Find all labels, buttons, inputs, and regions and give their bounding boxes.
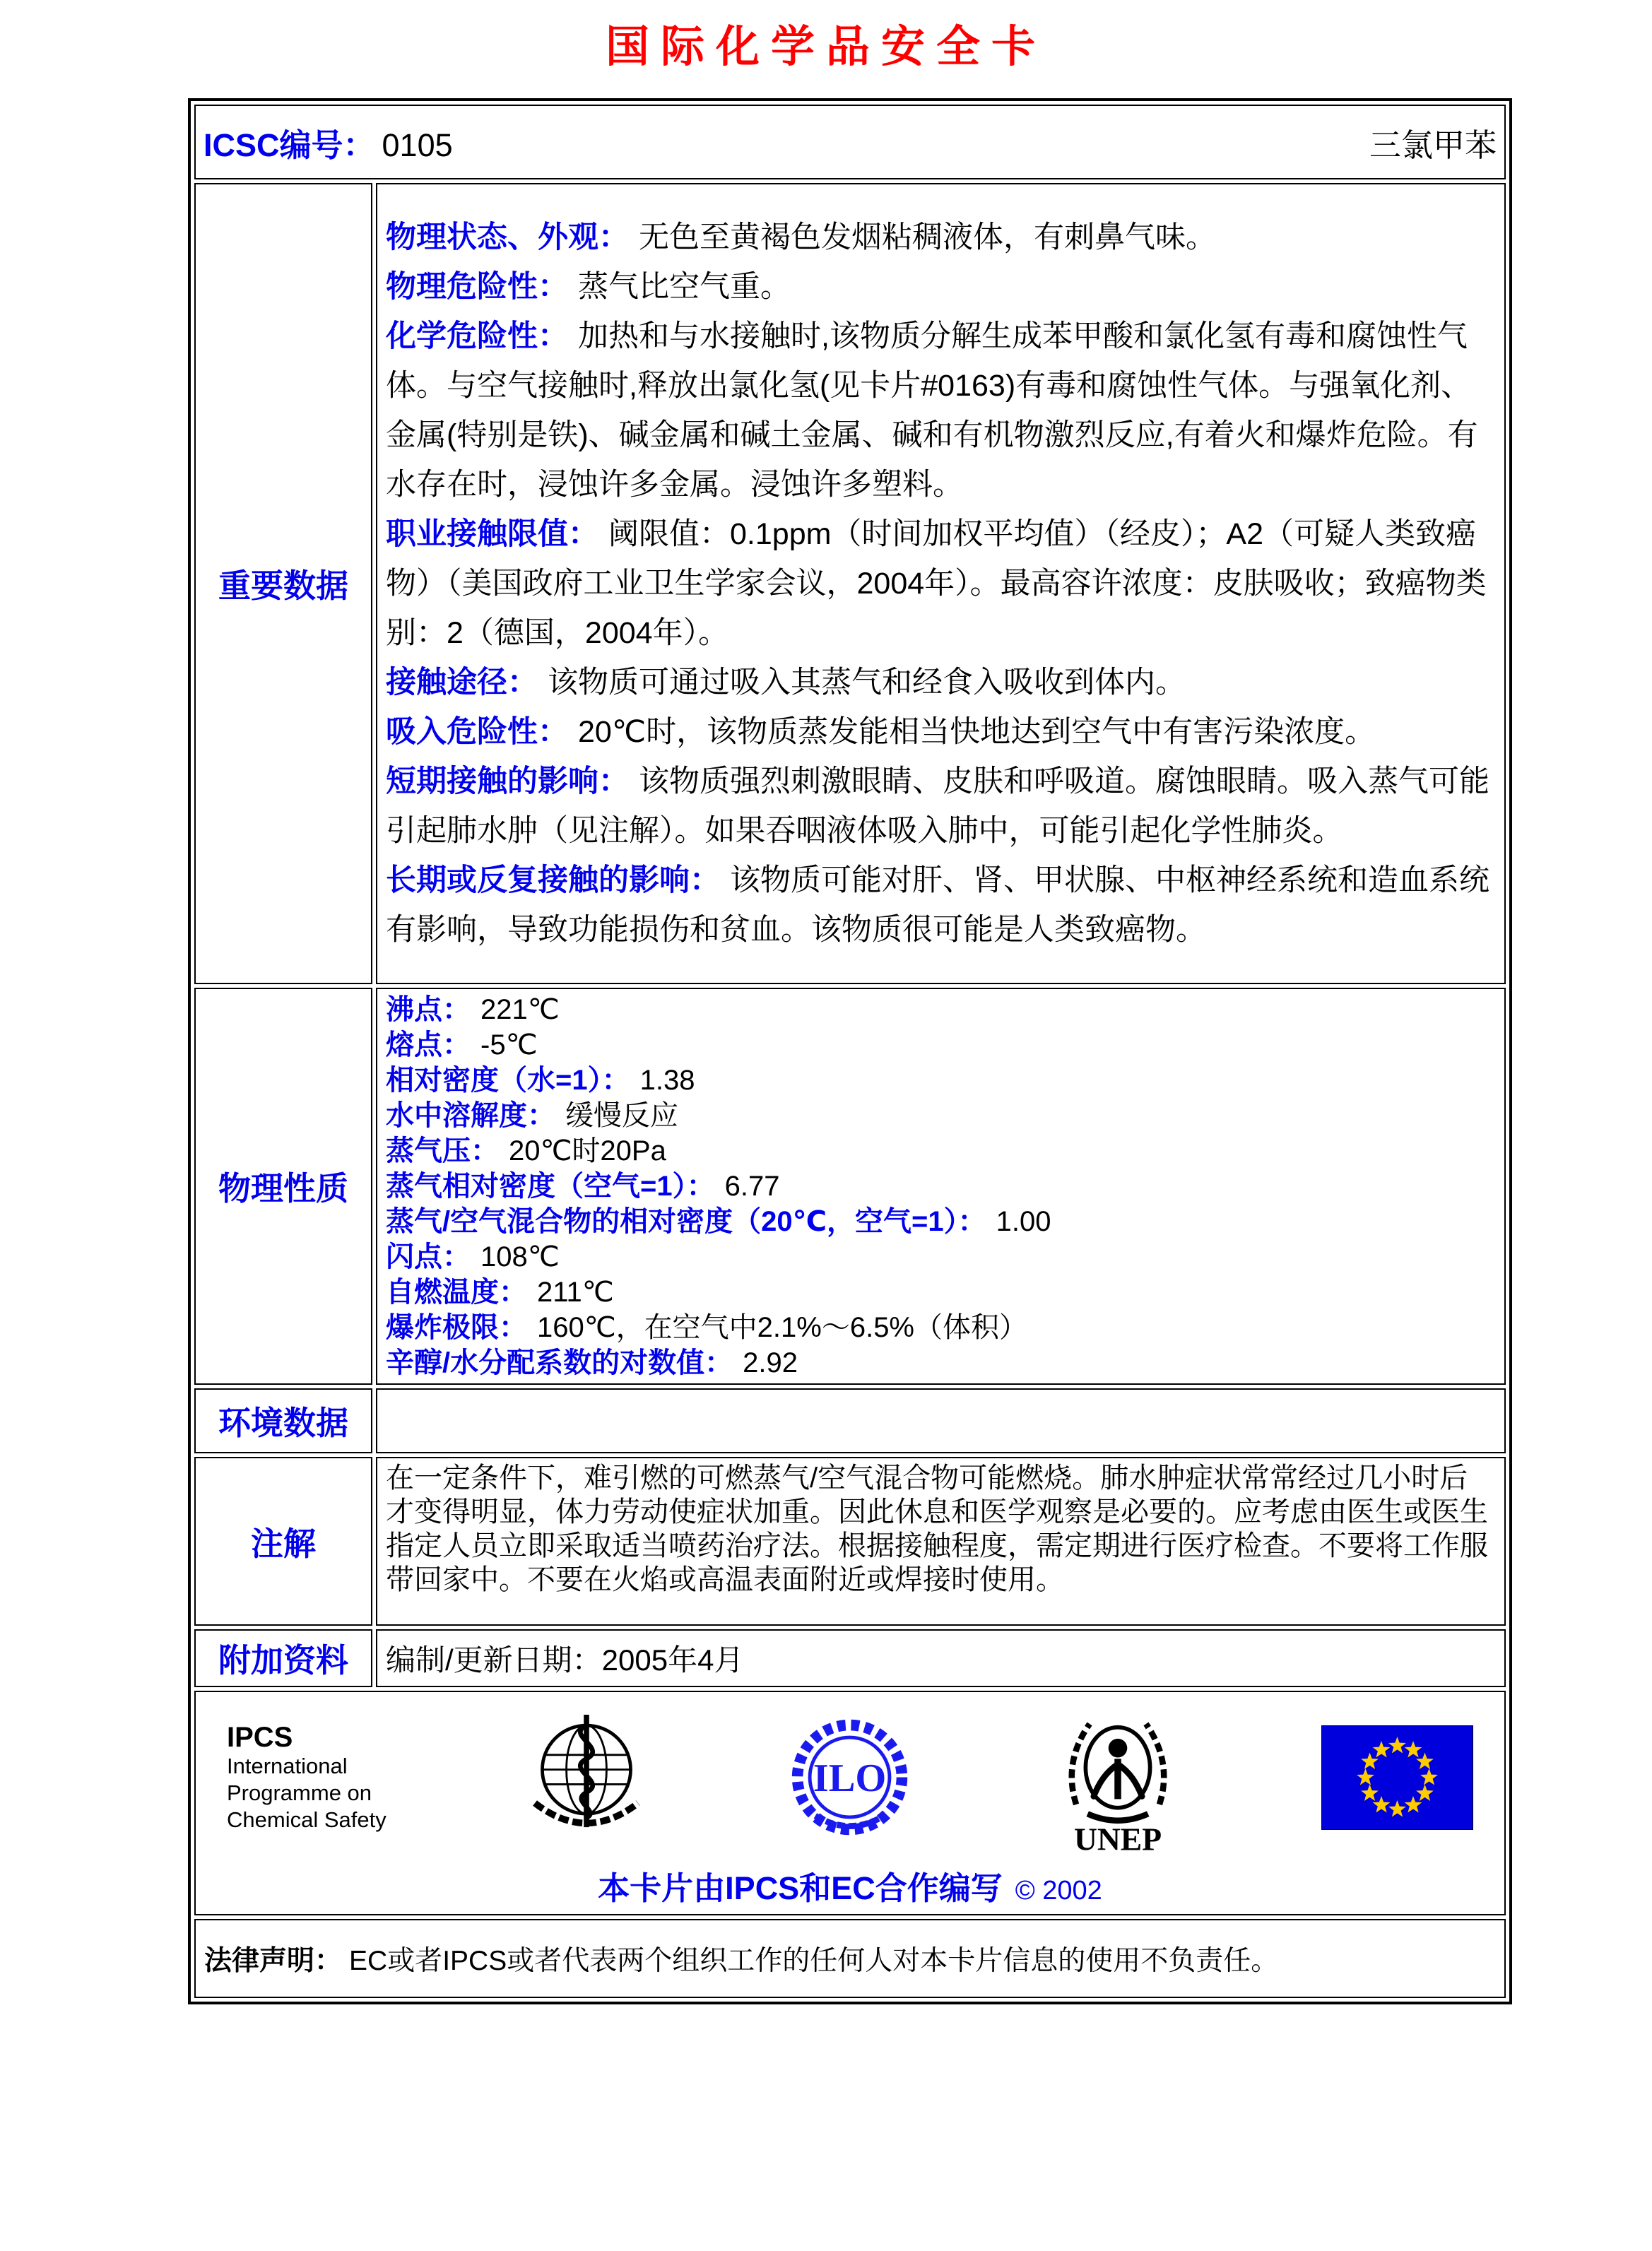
physical-properties-row xyxy=(194,988,1506,1385)
update-date-value: 2005年4月 xyxy=(601,1643,744,1677)
ilo-icon xyxy=(786,1714,914,1841)
icsc-number-label: ICSC编号： xyxy=(203,126,375,163)
header-row xyxy=(194,105,1506,179)
row-label-notes: 注解 xyxy=(194,1457,372,1626)
segment-text: 阈限值：0.1ppm（时间加权平均值）（经皮）；A2（可疑人类致癌物）（美国政府工业卫生学家会议，2004年）。最高容许浓度：皮肤吸收；致癌物类别：2（德国，2004年）。 xyxy=(386,517,1487,650)
header-cell xyxy=(194,105,1506,179)
row-label-additional-info: 附加资料 xyxy=(194,1629,372,1687)
unep-label: UNEP xyxy=(1073,1821,1162,1857)
property-value: 1.00 xyxy=(996,1206,1051,1237)
environmental-data-content xyxy=(376,1388,1506,1453)
segment-text: 该物质可能对肝、肾、甲状腺、中枢神经系统和造血系统有影响，导致功能损伤和贫血。该物质很可能是人类致癌物。 xyxy=(386,863,1489,947)
update-date-label: 编制/更新日期： xyxy=(386,1643,602,1677)
page-title: 国际化学品安全卡 xyxy=(605,23,1046,71)
property-line xyxy=(386,1310,1496,1345)
property-label: 熔点： xyxy=(386,1029,471,1060)
important-data-item xyxy=(386,856,1496,955)
segment-label: 物理状态、外观： xyxy=(386,220,629,254)
logos-cell xyxy=(194,1691,1506,1915)
segment-text: 20℃时，该物质蒸发能相当快地达到空气中有害污染浓度。 xyxy=(578,715,1376,749)
property-line xyxy=(386,1275,1496,1310)
property-line xyxy=(386,1169,1496,1204)
property-label: 辛醇/水分配系数的对数值： xyxy=(386,1347,733,1378)
row-label-important-data: 重要数据 xyxy=(194,183,372,984)
property-line xyxy=(386,992,1496,1027)
legal-cell xyxy=(194,1919,1506,1998)
notes-row xyxy=(194,1457,1506,1626)
property-label: 相对密度（水=1）： xyxy=(386,1065,630,1096)
notes-content: 在一定条件下，难引燃的可燃蒸气/空气混合物可能燃烧。肺水肿症状常常经过几小时后才变得明显，体力劳动使症状加重。因此休息和医学观察是必要的。应考虑由医生或医生指定人员立即采取适当喷药治疗法。根据接触程度，需定期进行医疗检查。不要将工作服带回家中。不要在火焰或高温表面附近或焊接时使用。 xyxy=(376,1457,1506,1626)
legal-text: EC或者IPCS或者代表两个组织工作的任何人对本卡片信息的使用不负责任。 xyxy=(349,1946,1279,1976)
segment-label: 长期或反复接触的影响： xyxy=(386,863,720,897)
segment-text: 无色至黄褐色发烟粘稠液体，有刺鼻气味。 xyxy=(639,220,1216,254)
segment-text: 该物质强烈刺激眼睛、皮肤和呼吸道。腐蚀眼睛。吸入蒸气可能引起肺水肿（见注解）。如果吞咽液体吸入肺中，可能引起化学性肺炎。 xyxy=(386,764,1489,848)
important-data-item xyxy=(386,658,1496,707)
segment-label: 短期接触的影响： xyxy=(386,764,629,798)
segment-text: 该物质可通过吸入其蒸气和经食入吸收到体内。 xyxy=(548,666,1186,699)
caption-text: 本卡片由IPCS和EC合作编写 xyxy=(598,1870,1003,1906)
property-value: 20℃时20Pa xyxy=(509,1135,666,1166)
property-value: 6.77 xyxy=(724,1171,780,1202)
important-data-item xyxy=(386,757,1496,856)
property-value: 160℃，在空气中2.1%～6.5%（体积） xyxy=(537,1312,1028,1343)
segment-text: 加热和与水接触时,该物质分解生成苯甲酸和氯化氢有毒和腐蚀性气体。与空气接触时,释放出氯化氢(见卡片#0163)有毒和腐蚀性气体。与强氧化剂、金属(特别是铁)、碱金属和碱土金属、碱和有机物激烈反应,有着火和爆炸危险。有水存在时，浸蚀许多金属。浸蚀许多塑料。 xyxy=(386,319,1478,502)
property-value: -5℃ xyxy=(480,1029,538,1060)
segment-label: 物理危险性： xyxy=(386,270,568,304)
ipcs-line: International xyxy=(227,1753,348,1778)
important-data-row xyxy=(194,183,1506,984)
property-line xyxy=(386,1345,1496,1381)
property-line xyxy=(386,1239,1496,1275)
eu-flag-icon xyxy=(1321,1725,1473,1830)
property-label: 自燃温度： xyxy=(386,1277,527,1308)
property-label: 蒸气压： xyxy=(386,1135,499,1166)
important-data-item xyxy=(386,213,1496,262)
icsc-number xyxy=(203,119,453,165)
property-value: 211℃ xyxy=(537,1277,614,1308)
ipcs-line: Programme on xyxy=(227,1780,372,1805)
segment-label: 接触途径： xyxy=(386,666,538,699)
chemical-name: 三氯甲苯 xyxy=(1369,126,1497,163)
important-data-content xyxy=(376,183,1506,984)
additional-info-content xyxy=(376,1629,1506,1687)
property-label: 闪点： xyxy=(386,1241,471,1272)
property-value: 1.38 xyxy=(639,1065,695,1096)
important-data-item xyxy=(386,509,1496,658)
who-icon xyxy=(523,1710,650,1845)
legal-label: 法律声明： xyxy=(204,1946,343,1976)
ilo-label: ILO xyxy=(813,1756,887,1800)
segment-label: 化学危险性： xyxy=(386,319,568,353)
environmental-data-row xyxy=(194,1388,1506,1453)
property-value: 缓慢反应 xyxy=(565,1100,678,1131)
property-label: 沸点： xyxy=(386,994,471,1025)
property-value: 221℃ xyxy=(480,994,560,1025)
logos-row xyxy=(194,1691,1506,1915)
segment-label: 职业接触限值： xyxy=(386,517,598,551)
row-label-physical-properties: 物理性质 xyxy=(194,988,372,1385)
icsc-number-value: 0105 xyxy=(382,126,453,163)
important-data-item xyxy=(386,262,1496,312)
additional-info-row xyxy=(194,1629,1506,1687)
property-label: 蒸气/空气混合物的相对密度（20℃，空气=1）： xyxy=(386,1206,986,1237)
row-label-environmental-data: 环境数据 xyxy=(194,1388,372,1453)
ipcs-title: IPCS xyxy=(227,1721,293,1753)
property-line xyxy=(386,1027,1496,1063)
property-line xyxy=(386,1133,1496,1169)
important-data-item xyxy=(386,312,1496,509)
ipcs-line: Chemical Safety xyxy=(227,1807,387,1832)
legal-row xyxy=(194,1919,1506,1998)
property-value: 2.92 xyxy=(743,1347,798,1378)
icsc-card-table xyxy=(188,98,1512,2004)
property-line xyxy=(386,1098,1496,1133)
important-data-item xyxy=(386,707,1496,757)
cooperation-caption xyxy=(203,1862,1497,1908)
copyright-text: © 2002 xyxy=(1015,1876,1102,1906)
property-line xyxy=(386,1204,1496,1239)
segment-label: 吸入危险性： xyxy=(386,715,568,749)
physical-properties-content xyxy=(376,988,1506,1385)
property-label: 水中溶解度： xyxy=(386,1100,555,1131)
ipcs-block xyxy=(227,1722,387,1833)
property-value: 108℃ xyxy=(480,1241,560,1272)
unep-icon xyxy=(1051,1698,1185,1857)
property-line xyxy=(386,1063,1496,1098)
property-label: 爆炸极限： xyxy=(386,1312,527,1343)
segment-text: 蒸气比空气重。 xyxy=(578,270,791,304)
property-label: 蒸气相对密度（空气=1）： xyxy=(386,1171,715,1202)
